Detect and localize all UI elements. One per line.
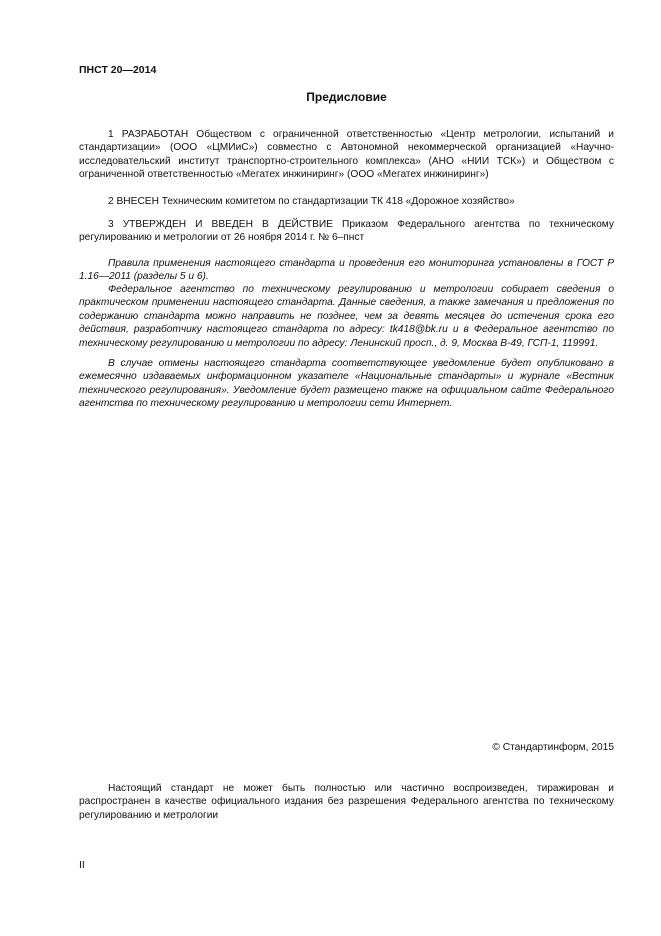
item-submitted: 2 ВНЕСЕН Техническим комитетом по стандартизации ТК 418 «Дорожное хозяйство» <box>108 196 515 207</box>
notice-rules: Правила применения настоящего стандарта и проведения его мониторинга установлены в ГОСТ Р 1.16—2011 (разделы 5 и 6). <box>79 258 614 283</box>
page-title: Предисловие <box>306 90 387 104</box>
document-code: ПНСТ 20—2014 <box>79 64 157 76</box>
copyright: © Стандартинформ, 2015 <box>492 742 614 753</box>
reproduction-notice: Настоящий стандарт не может быть полностью или частично воспроизведен, тиражирован и распространен в качестве официального издания без разрешения Федерального агентства по техническому регулированию и метрологии <box>79 783 614 821</box>
page-number: II <box>79 859 85 871</box>
notice-cancellation: В случае отмены настоящего стандарта соответствующее уведомление будет опубликовано в ежемесячно издаваемых информационном указателе «Национальные стандарты» и журнале «Вестник технического регулирования». Уведомление будет размещено также на официальном сайте Федерального агентства по техническому регулированию и метрологии сети Интернет. <box>79 358 614 410</box>
notice-feedback: Федеральное агентство по техническому регулированию и метрологии собирает сведения о практическом применении настоящего стандарта. Данные сведения, а также замечания и предложения по содержанию стандарта можно направить не позднее, чем за девять месяцев до истечения срока его действия, разработчику настоящего стандарта по адресу: tk418@bk.ru и в Федеральное агентство по техническому регулированию и метрологии по адресу: Ленинский просп., д. 9, Москва В-49, ГСП-1, 119991. <box>79 284 614 349</box>
item-approved: 3 УТВЕРЖДЕН И ВВЕДЕН В ДЕЙСТВИЕ Приказом Федерального агентства по техническому регулированию и метрологии от 26 ноября 2014 г. № 6–пнст <box>79 219 614 244</box>
item-developed: 1 РАЗРАБОТАН Обществом с ограниченной ответственностью «Центр метрологии, испытаний и стандартизации» (ООО «ЦМИиС») совместно с Автономной некоммерческой организацией «Научно-исследовательский институт транспортно-строительного комплекса» (АНО «НИИ ТСК») и Обществом с ограниченной ответственностью «Мегатех инжиниринг» (ООО «Мегатех инжиниринг») <box>79 129 614 181</box>
